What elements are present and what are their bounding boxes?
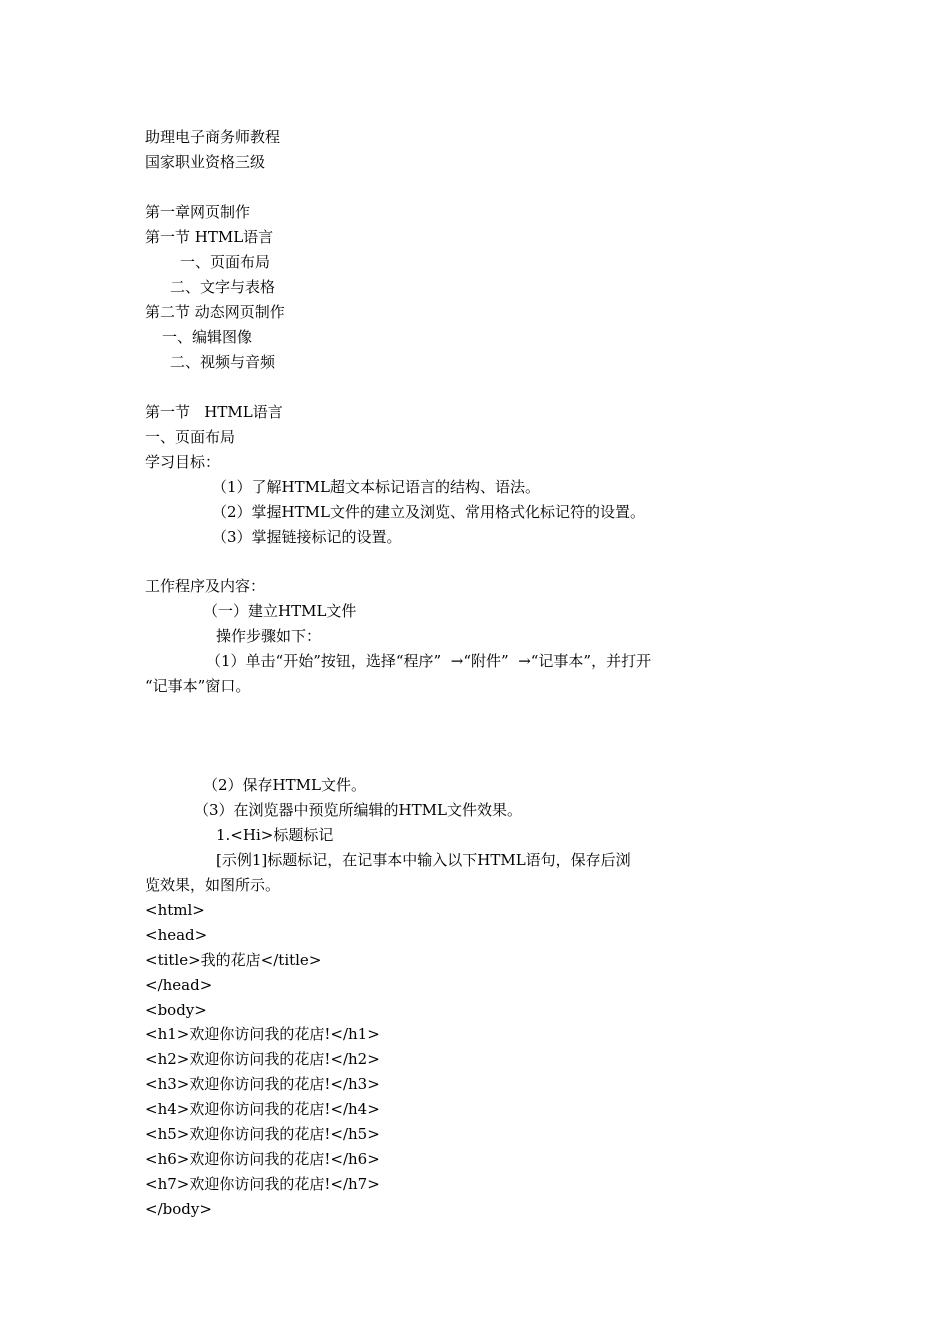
step-2: （2）保存HTML文件。 [203, 776, 366, 794]
code-line: <title>我的花店</title> [145, 951, 322, 969]
objective-item: （3）掌握链接标记的设置。 [212, 528, 402, 546]
toc-item-page-layout: 一、页面布局 [180, 253, 271, 271]
code-line: <h1>欢迎你访问我的花店!</h1> [145, 1025, 380, 1043]
code-line: <h2>欢迎你访问我的花店!</h2> [145, 1050, 380, 1068]
steps-intro: 操作步骤如下： [216, 627, 322, 645]
toc-section-2: 第二节 动态网页制作 [145, 303, 285, 321]
procedure-label: 工作程序及内容： [145, 577, 266, 595]
objectives-label: 学习目标： [145, 453, 221, 471]
procedure-step-title: （一）建立HTML文件 [203, 602, 357, 620]
objective-item: （2）掌握HTML文件的建立及浏览、常用格式化标记符的设置。 [212, 503, 645, 521]
subsection-heading: 一、页面布局 [145, 428, 236, 446]
section-heading: 第一节 HTML语言 [145, 403, 283, 421]
code-line: <h4>欢迎你访问我的花店!</h4> [145, 1100, 380, 1118]
document-title: 助理电子商务师教程 [145, 128, 281, 146]
toc-item-text-tables: 二、文字与表格 [170, 278, 276, 296]
code-line: </head> [145, 976, 213, 994]
step-1-line-1: （1）单击“开始”按钮，选择“程序” →“附件” →“记事本”，并打开 [206, 652, 652, 670]
code-line: <head> [145, 926, 208, 944]
document-subtitle: 国家职业资格三级 [145, 153, 266, 171]
item-1-title: 1.<Hi>标题标记 [216, 826, 334, 844]
step-1-line-2: “记事本”窗口。 [145, 677, 251, 695]
code-line: <h5>欢迎你访问我的花店!</h5> [145, 1125, 380, 1143]
code-line: <body> [145, 1001, 207, 1019]
code-line: <h7>欢迎你访问我的花店!</h7> [145, 1175, 380, 1193]
toc-section-1: 第一节 HTML语言 [145, 228, 274, 246]
example-line-2: 览效果，如图所示。 [145, 876, 281, 894]
code-line: <h6>欢迎你访问我的花店!</h6> [145, 1150, 380, 1168]
toc-chapter-1: 第一章网页制作 [145, 203, 251, 221]
objective-item: （1）了解HTML超文本标记语言的结构、语法。 [212, 478, 540, 496]
code-line: <h3>欢迎你访问我的花店!</h3> [145, 1075, 380, 1093]
code-line: </body> [145, 1200, 212, 1218]
toc-item-video-audio: 二、视频与音频 [170, 353, 276, 371]
code-line: <html> [145, 901, 205, 919]
toc-item-edit-images: 一、编辑图像 [162, 328, 253, 346]
step-3: （3）在浏览器中预览所编辑的HTML文件效果。 [194, 801, 522, 819]
example-line-1: [示例1]标题标记，在记事本中输入以下HTML语句，保存后浏 [216, 851, 631, 869]
